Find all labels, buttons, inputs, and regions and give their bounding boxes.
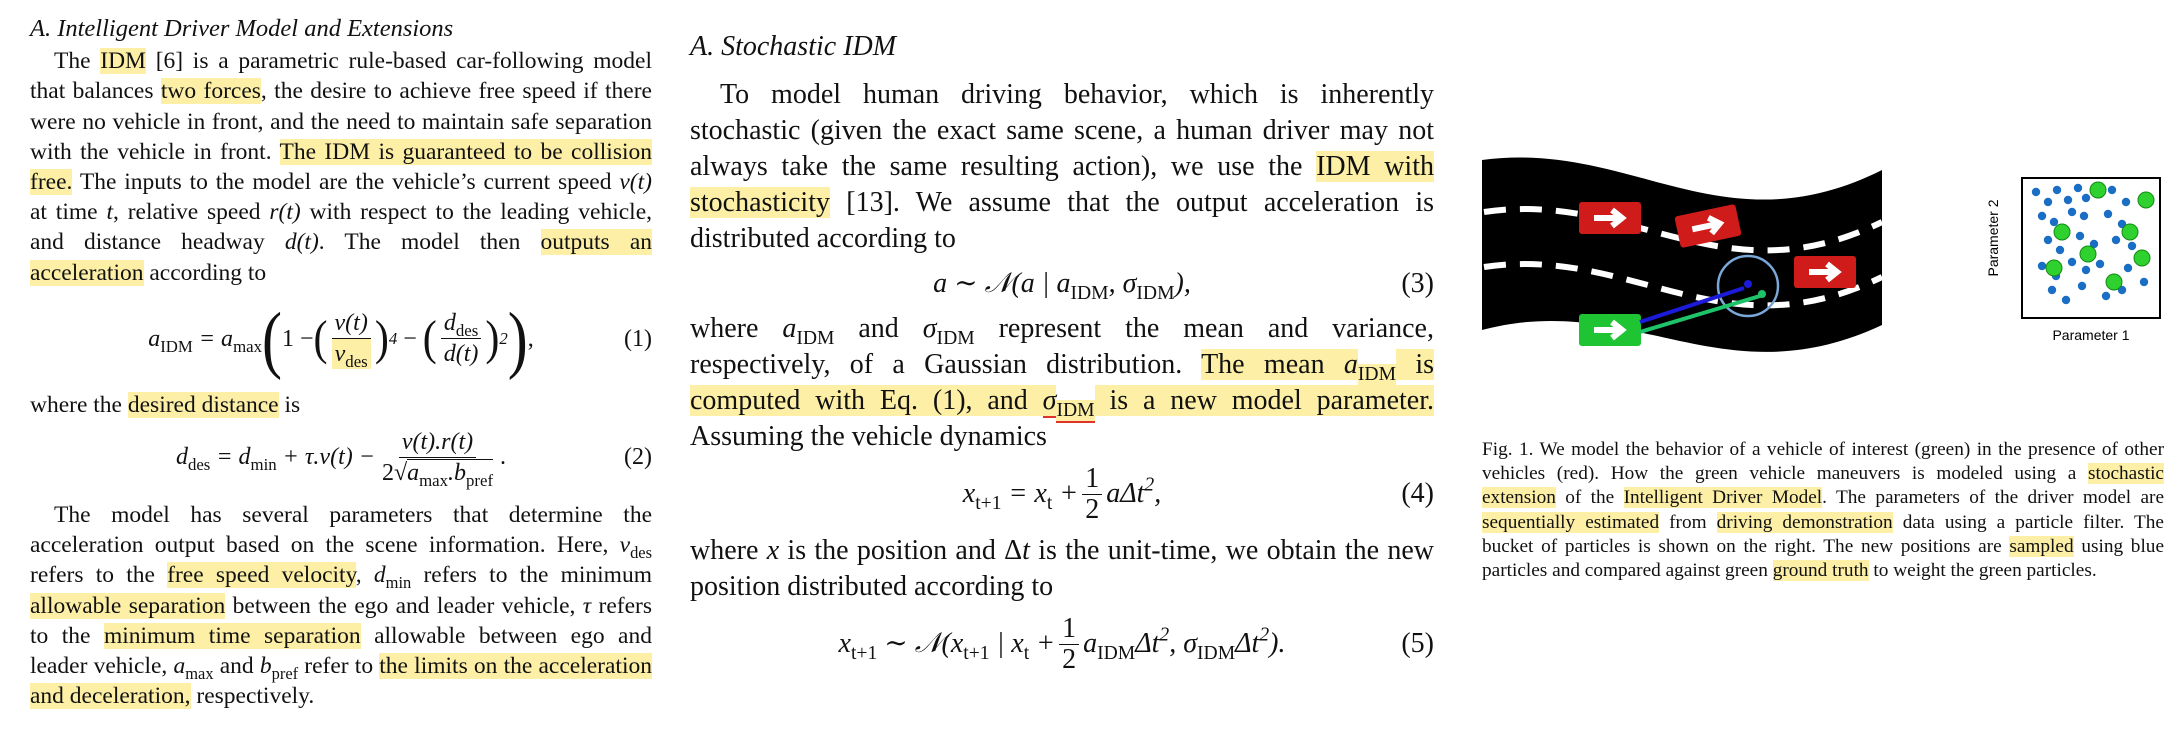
blue-particle <box>2102 292 2110 300</box>
blue-particle <box>2064 196 2072 204</box>
green-particle <box>2106 274 2122 290</box>
red-car-3 <box>1794 256 1856 288</box>
blue-particle <box>2050 218 2058 226</box>
x-axis-label: Parameter 1 <box>2052 327 2130 343</box>
paragraph-stochastic-intro: To model human driving behavior, which is inherently stochastic (given the exact same scene, a human driver may not always take the same resulting action), we use the IDM with stochasticity [13]. We assume that the output acceleration is distributed according to <box>690 79 1434 254</box>
blue-particle <box>2078 282 2086 290</box>
paragraph-idm-intro: The IDM [6] is a parametric rule-based car-following model that balances two forces, the desire to achieve free speed if there were no vehicle in front, and the need to maintain safe separation with the vehicle in front. The IDM is guaranteed to be collision free. The inputs to the model are the vehicle’s current speed v(t) at time t, relative speed r(t) with respect to the leading vehicle, and distance headway d(t). The model then outputs an acceleration according to <box>30 48 653 286</box>
blue-particle <box>2038 262 2046 270</box>
blue-particle <box>2056 246 2064 254</box>
green-particle <box>2046 260 2062 276</box>
figure-road-particles <box>1482 150 2164 375</box>
blue-particle <box>2112 236 2120 244</box>
equation-number-1: (1) <box>624 325 652 352</box>
blue-particle <box>2122 198 2130 206</box>
paragraph-gaussian: where $a_{IDM}$ and $\sigma_{IDM}$ represent the mean and variance, respectively, of a Gaussian distribution. The mean $a_{IDM}$ is computed with Eq. (1), and $\sigma_{IDM}$ is a new model parameter. Assuming the vehicle dynamics <box>690 313 1434 452</box>
blue-particle <box>2062 296 2070 304</box>
blue-particle <box>2140 278 2148 286</box>
blue-particle <box>2124 264 2132 272</box>
green-particle <box>2054 224 2070 240</box>
red-car-1 <box>1579 202 1641 234</box>
blue-particle <box>2074 184 2082 192</box>
section-heading-idm: A. Intelligent Driver Model and Extensions <box>30 15 454 42</box>
blue-particle <box>2108 186 2116 194</box>
equation-5: $x_{t+1}$ ∼ $𝒩(x_{t+1}$ | $x_t$ + $\frac{1}{2}$ $a_{IDM}\Delta t^2$, $\sigma_{IDM}\Delta t^2$). (5) <box>838 612 1434 675</box>
paragraph-desired-distance: where the desired distance is <box>30 391 301 418</box>
blue-particle <box>2044 198 2052 206</box>
blue-particle <box>2032 188 2040 196</box>
blue-particle <box>2048 286 2056 294</box>
section-idm-extensions <box>30 14 652 711</box>
y-axis-label: Parameter 2 <box>1985 199 2001 277</box>
blue-particle <box>2044 236 2052 244</box>
green-particle <box>2090 182 2106 198</box>
figure-caption: Fig. 1. We model the behavior of a vehicle of interest (green) in the presence of other vehicles (red). How the green vehicle maneuvers is modeled using a stochastic extension of the Intelligent Driver Model. The parameters of the driver model are sequentially estimated from driving demonstration data using a particle filter. The bucket of particles is shown on the right. The new positions are sampled using blue particles and compared against green ground truth to weight the green particles. <box>1482 439 2165 582</box>
blue-particle <box>2082 266 2090 274</box>
green-particle <box>2122 224 2138 240</box>
green-particle <box>2080 246 2096 262</box>
green-particle <box>2138 192 2154 208</box>
blue-particle <box>2038 212 2046 220</box>
equation-number-5: (5) <box>1401 628 1434 659</box>
equation-1: $a_{IDM} = a_{max}$ ( 1 − ( $\frac{v(t)}{v_{des}}$ ) 4 − ( $\frac{d_{des}}{d(t)}$ ) 2 ) , (1) <box>148 297 652 381</box>
blue-particle <box>2096 260 2104 268</box>
equation-number-2: (2) <box>624 443 652 470</box>
equation-2: $d_{des} = d_{min} + \tau.v(t)$ − $\frac{v(t).r(t)}{2√a_{max}.b_{pref}}$ . (2) <box>175 428 652 490</box>
section-heading-stochastic: A. Stochastic IDM <box>690 31 897 62</box>
road <box>1482 158 1882 352</box>
section-stochastic-idm <box>690 29 1434 683</box>
blue-particle <box>2082 194 2090 202</box>
blue-particle <box>2080 212 2088 220</box>
blue-particle <box>2068 258 2076 266</box>
green-particle <box>2134 250 2150 266</box>
equation-4: $x_{t+1} = x_t$ + $\frac{1}{2}$ aΔt$^2$, (4) <box>962 462 1434 525</box>
equation-3: a ∼ 𝒩(a | $a_{IDM}$, $\sigma_{IDM}$), (3) <box>933 268 1434 304</box>
blue-particle <box>2128 242 2136 250</box>
blue-particle <box>2053 186 2061 194</box>
blue-particle <box>2076 232 2084 240</box>
equation-number-4: (4) <box>1401 478 1434 509</box>
paragraph-position: where x is the position and Δt is the unit-time, we obtain the new position distributed according to <box>690 535 1434 602</box>
green-car <box>1579 314 1641 346</box>
blue-particle <box>2104 210 2112 218</box>
paragraph-parameters: The model has several parameters that determine the acceleration output based on the scene information. Here, $v_{des}$ refers to the free speed velocity, $d_{min}$ refers to the minimum allowable separation between the ego and leader vehicle, τ refers to the minimum time separation allowable between ego and leader vehicle, $a_{max}$ and $b_{pref}$ refer to the limits on the acceleration and deceleration, respectively. <box>30 502 653 710</box>
blue-particle <box>2068 208 2076 216</box>
equation-number-3: (3) <box>1401 268 1434 299</box>
